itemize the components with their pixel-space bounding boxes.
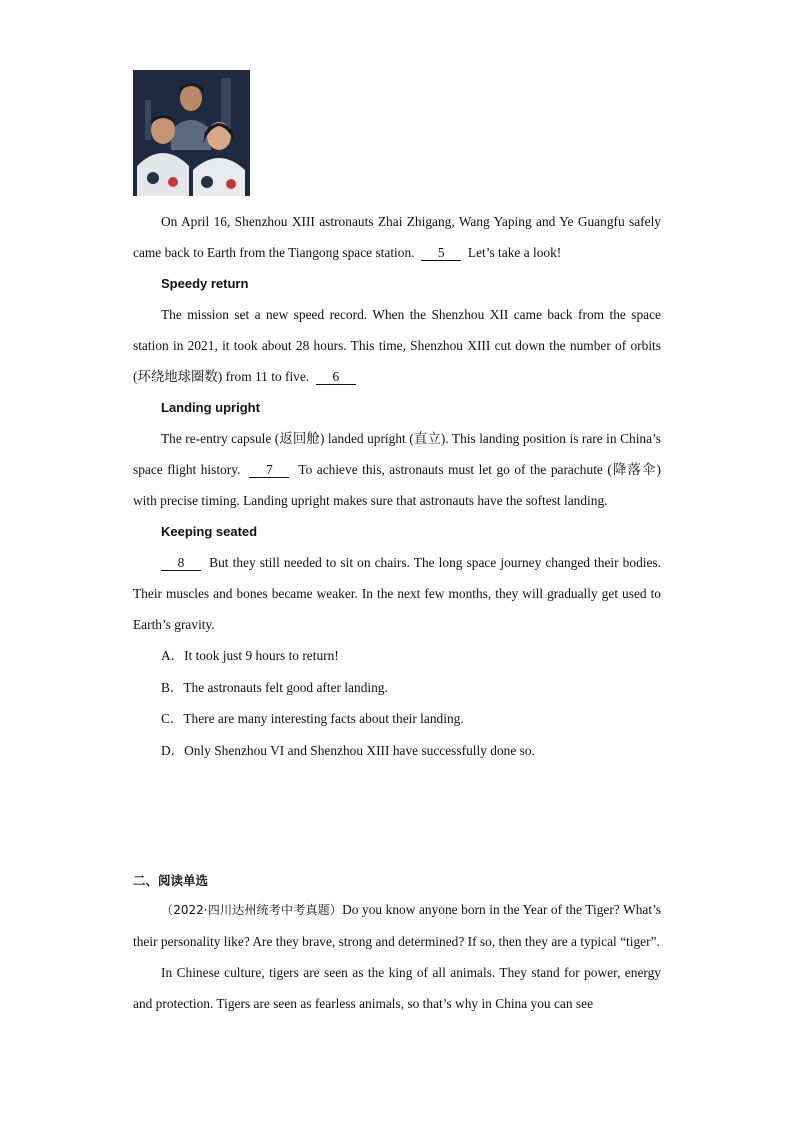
option-text: It took just 9 hours to return! bbox=[184, 648, 339, 663]
blank-5[interactable]: 5 bbox=[421, 246, 461, 261]
section-2-text-1: Do you know anyone born in the Year of the Tiger? What’s their personality like? Are they brave, strong and determined? If so, then they are a typical “tiger”. bbox=[133, 902, 661, 949]
landing-upright-text-b: To achieve this, astronauts must let go of the parachute (降落伞) with precise timing. Landing upright makes sure that astronauts have the softest landing. bbox=[133, 462, 661, 508]
section-2 bbox=[133, 868, 661, 1019]
keeping-seated-paragraph bbox=[133, 547, 661, 640]
article bbox=[133, 206, 661, 766]
astronauts-photo bbox=[133, 70, 250, 196]
intro-end-text: Let’s take a look! bbox=[467, 245, 562, 260]
option-text: Only Shenzhou VI and Shenzhou XIII have successfully done so. bbox=[184, 742, 535, 758]
blank-8[interactable]: 8 bbox=[161, 556, 201, 571]
intro-text: On April 16, Shenzhou XIII astronauts Zhai Zhigang, Wang Yaping and Ye Guangfu safely came back to Earth from the Tiangong space station. bbox=[133, 214, 661, 260]
heading-keeping-seated: Keeping seated bbox=[161, 524, 258, 539]
section-2-title: 二、阅读单选 bbox=[133, 873, 209, 888]
option-a[interactable] bbox=[133, 640, 661, 672]
option-b[interactable] bbox=[133, 672, 661, 704]
option-letter: C． bbox=[161, 711, 184, 726]
intro-paragraph bbox=[133, 206, 661, 268]
landing-upright-paragraph bbox=[133, 423, 661, 516]
option-letter: D． bbox=[161, 742, 185, 758]
speedy-return-paragraph bbox=[133, 299, 661, 392]
blank-6[interactable]: 6 bbox=[316, 370, 356, 385]
option-letter: A． bbox=[161, 648, 185, 663]
question-source: （2022·四川达州统考中考真题） bbox=[161, 903, 343, 917]
option-d[interactable] bbox=[133, 735, 661, 767]
heading-landing-upright: Landing upright bbox=[161, 400, 260, 415]
options-list bbox=[133, 640, 661, 766]
blank-7[interactable]: 7 bbox=[249, 463, 289, 478]
option-letter: B． bbox=[161, 679, 184, 695]
section-2-paragraph-1 bbox=[133, 894, 661, 957]
astronauts-illustration bbox=[133, 70, 250, 196]
option-text: There are many interesting facts about their landing. bbox=[183, 711, 464, 726]
section-2-paragraph-2: In Chinese culture, tigers are seen as the king of all animals. They stand for power, energy and protection. Tigers are seen as fearless animals, so that’s why in China you can see bbox=[133, 965, 661, 1011]
option-text: The astronauts felt good after landing. bbox=[183, 679, 388, 695]
speedy-return-text: The mission set a new speed record. When the Shenzhou XII came back from the space station in 2021, it took about 28 hours. This time, Shenzhou XIII cut down the number of orbits (环绕地球圈数) from 11 to five. bbox=[133, 307, 661, 384]
landing-upright-text-a: The re-entry capsule (返回舱) landed upright (直立). This landing position is rare in China’s space flight history. bbox=[133, 431, 661, 477]
heading-speedy-return: Speedy return bbox=[161, 276, 249, 291]
option-c[interactable] bbox=[133, 703, 661, 735]
keeping-seated-text: But they still needed to sit on chairs. The long space journey changed their bodies. Their muscles and bones became weaker. In the next few months, they will gradually get used to Earth’s gravity. bbox=[133, 555, 661, 632]
